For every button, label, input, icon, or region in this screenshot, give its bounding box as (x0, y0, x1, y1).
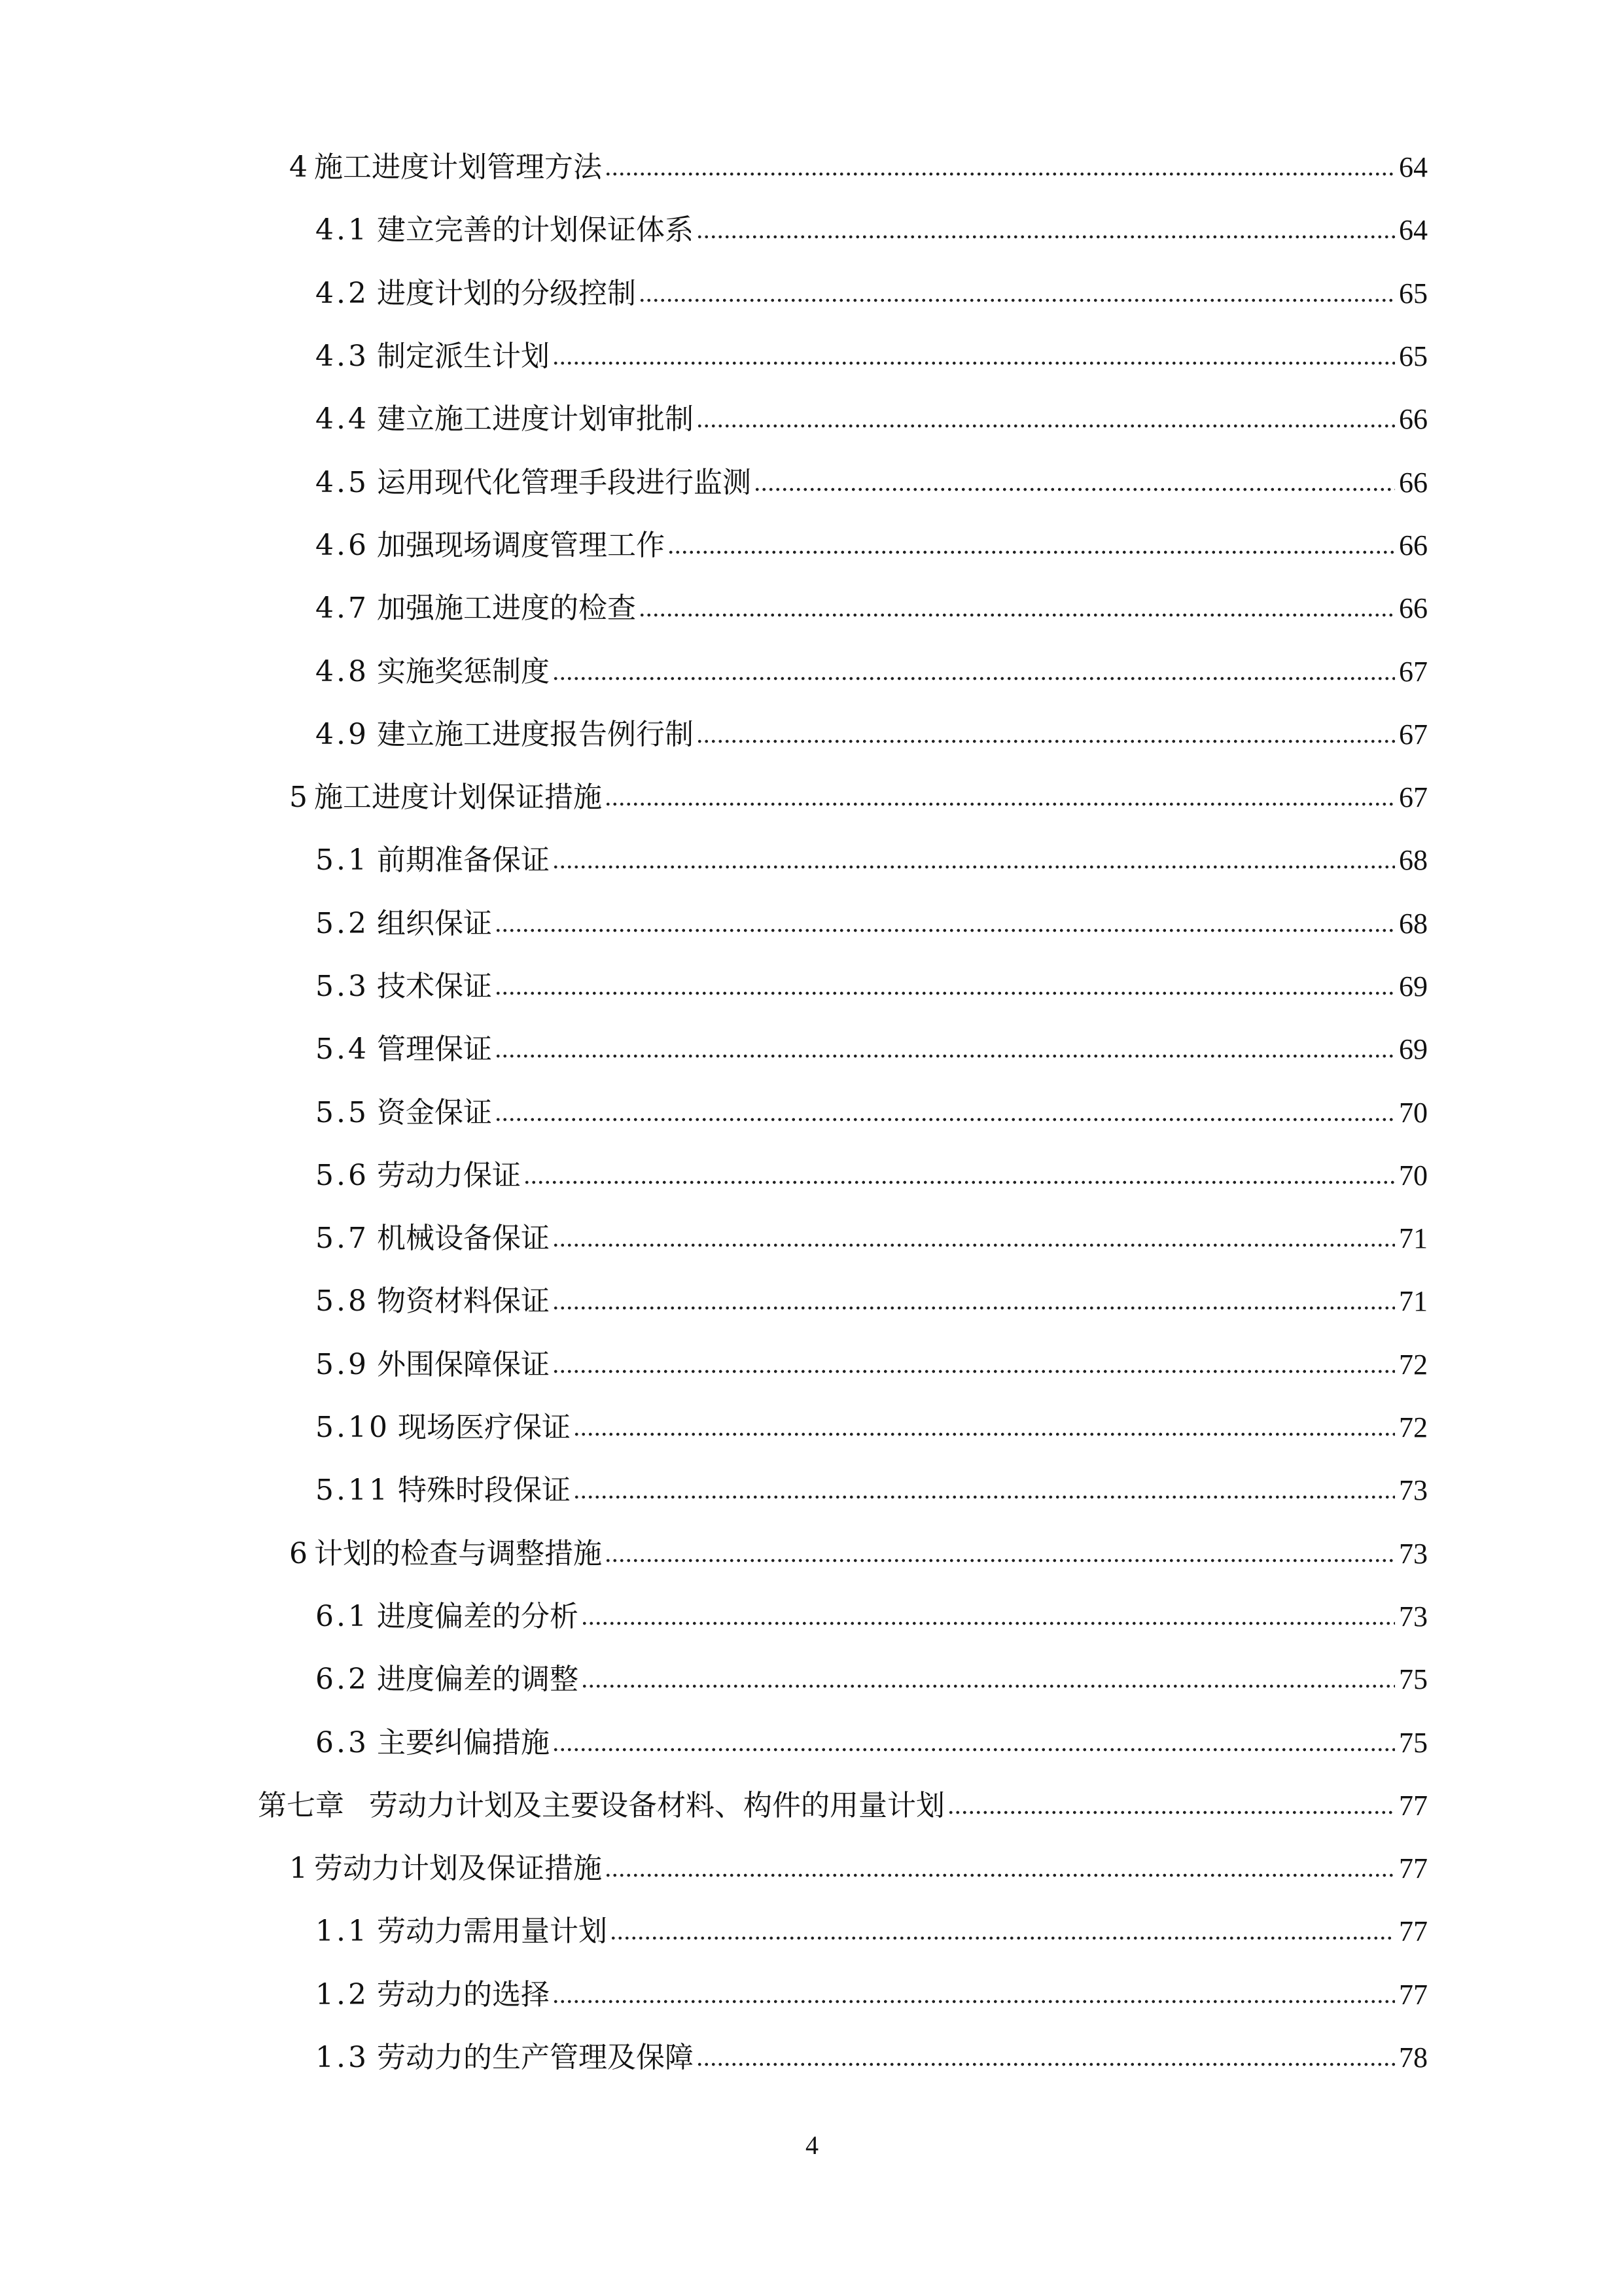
toc-entry-page-number: 73 (1399, 1474, 1428, 1507)
toc-entry-title: 劳动力的选择 (376, 1977, 550, 2011)
toc-entry[interactable] (0, 1837, 1624, 1900)
dot-leader (667, 549, 1395, 556)
toc-entry[interactable] (0, 514, 1624, 577)
toc-entry-page-number: 67 (1399, 718, 1428, 751)
dot-leader (696, 738, 1395, 745)
toc-entry[interactable] (0, 199, 1624, 262)
toc-entry-page-number: 64 (1399, 214, 1428, 247)
toc-entry-number: 4.4 (315, 402, 369, 436)
toc-entry-number: 5.5 (315, 1095, 369, 1129)
toc-entry-page-number: 77 (1399, 1978, 1428, 2011)
toc-entry[interactable] (0, 451, 1624, 514)
toc-entry-page-number: 73 (1399, 1600, 1428, 1633)
toc-entry[interactable] (0, 1270, 1624, 1333)
toc-entry-number: 4.8 (315, 654, 369, 688)
toc-entry-title: 建立施工进度报告例行制 (376, 717, 694, 751)
toc-entry-number: 5.9 (315, 1347, 369, 1381)
toc-entry-page-number: 66 (1399, 403, 1428, 436)
toc-entry[interactable] (0, 1900, 1624, 1963)
toc-entry-title: 主要纠偏措施 (376, 1725, 550, 1759)
dot-leader (552, 864, 1395, 870)
dot-leader (552, 1998, 1395, 2005)
toc-entry-title: 制定派生计划 (376, 340, 550, 374)
toc-entry-title: 技术保证 (376, 970, 492, 1003)
toc-entry-page-number: 66 (1399, 592, 1428, 625)
dot-leader (495, 927, 1395, 934)
toc-entry-number: 1.2 (315, 1977, 369, 2011)
toc-entry-number: 4.2 (315, 276, 369, 310)
toc-entry-number: 5.7 (315, 1222, 369, 1256)
toc-entry-number: 1.3 (315, 2041, 369, 2075)
toc-entry[interactable] (0, 766, 1624, 829)
toc-entry[interactable] (0, 1144, 1624, 1207)
toc-entry-page-number: 65 (1399, 277, 1428, 309)
dot-leader (552, 1242, 1395, 1248)
dot-leader (573, 1431, 1395, 1438)
toc-entry-number: 4.5 (315, 465, 369, 499)
dot-leader (605, 171, 1395, 177)
toc-entry-title: 特殊时段保证 (397, 1474, 571, 1508)
toc-entry-title: 组织保证 (376, 906, 492, 940)
dot-leader (495, 990, 1395, 997)
toc-entry-title: 施工进度计划保证措施 (314, 781, 602, 815)
dot-leader (573, 1494, 1395, 1500)
toc-entry[interactable] (0, 1648, 1624, 1711)
dot-leader (552, 360, 1395, 366)
toc-entry-page-number: 66 (1399, 529, 1428, 561)
toc-entry-title: 劳动力计划及主要设备材料、构件的用量计划 (369, 1788, 945, 1822)
toc-entry-page-number: 75 (1399, 1726, 1428, 1759)
toc-entry-page-number: 77 (1399, 1789, 1428, 1822)
toc-entry[interactable] (0, 1018, 1624, 1081)
toc-entry-page-number: 70 (1399, 1096, 1428, 1129)
toc-entry[interactable] (0, 703, 1624, 766)
dot-leader (552, 1746, 1395, 1753)
toc-entry[interactable] (0, 955, 1624, 1018)
dot-leader (552, 1305, 1395, 1311)
toc-entry[interactable] (0, 1711, 1624, 1774)
toc-entry[interactable] (0, 577, 1624, 640)
dot-leader (754, 486, 1395, 493)
toc-entry[interactable] (0, 2026, 1624, 2089)
toc-entry-number: 6.2 (315, 1663, 369, 1697)
toc-entry-title: 劳动力需用量计划 (376, 1915, 607, 1949)
dot-leader (605, 801, 1395, 807)
toc-entry-title: 施工进度计划管理方法 (314, 150, 602, 185)
toc-entry-number: 4.3 (315, 340, 369, 374)
toc-entry-title: 实施奖惩制度 (376, 654, 550, 688)
toc-entry-page-number: 67 (1399, 781, 1428, 814)
toc-entry[interactable] (0, 388, 1624, 451)
toc-entry-title: 劳动力的生产管理及保障 (376, 2041, 694, 2075)
toc-entry-page-number: 69 (1399, 970, 1428, 1002)
toc-entry-title: 劳动力计划及保证措施 (314, 1852, 602, 1886)
toc-entry-number: 6 (289, 1536, 308, 1570)
toc-entry-page-number: 68 (1399, 907, 1428, 940)
toc-entry-title: 运用现代化管理手段进行监测 (376, 465, 751, 499)
toc-entry[interactable] (0, 1459, 1624, 1522)
toc-entry-title: 物资材料保证 (376, 1284, 550, 1318)
toc-entry-number: 4.6 (315, 528, 369, 562)
dot-leader (552, 675, 1395, 682)
toc-entry-title: 现场医疗保证 (397, 1411, 571, 1445)
toc-entry[interactable] (0, 1585, 1624, 1648)
dot-leader (639, 297, 1395, 304)
toc-entry[interactable] (0, 1207, 1624, 1270)
dot-leader (610, 1935, 1395, 1941)
toc-entry[interactable] (0, 1964, 1624, 2026)
toc-entry[interactable] (0, 1081, 1624, 1144)
dot-leader (581, 1683, 1395, 1689)
toc-entry-page-number: 73 (1399, 1537, 1428, 1570)
toc-entry-number: 6.3 (315, 1725, 369, 1759)
toc-entry[interactable] (0, 829, 1624, 892)
toc-entry[interactable] (0, 640, 1624, 703)
toc-entry-number: 4.7 (315, 592, 369, 626)
dot-leader (605, 1557, 1395, 1564)
toc-entry-number: 1.1 (315, 1915, 369, 1949)
dot-leader (696, 423, 1395, 429)
toc-entry-page-number: 75 (1399, 1663, 1428, 1696)
toc-entry[interactable] (0, 1396, 1624, 1459)
toc-entry-title: 建立完善的计划保证体系 (376, 213, 694, 247)
dot-leader (696, 2061, 1395, 2068)
dot-leader (495, 1053, 1395, 1059)
toc-entry-page-number: 66 (1399, 466, 1428, 499)
toc-entry-page-number: 70 (1399, 1159, 1428, 1192)
dot-leader (495, 1116, 1395, 1123)
toc-entry[interactable] (0, 1775, 1624, 1837)
toc-entry[interactable] (0, 136, 1624, 199)
toc-entry-number: 4.9 (315, 717, 369, 751)
toc-entry-title: 管理保证 (376, 1033, 492, 1067)
toc-entry-number: 第七章 (258, 1788, 344, 1822)
dot-leader (581, 1620, 1395, 1627)
toc-entry-title: 进度计划的分级控制 (376, 276, 636, 310)
toc-entry-number: 5.4 (315, 1033, 369, 1067)
toc-entry-title: 机械设备保证 (376, 1222, 550, 1256)
toc-entry-page-number: 67 (1399, 655, 1428, 688)
toc-entry-page-number: 71 (1399, 1222, 1428, 1255)
dot-leader (552, 1368, 1395, 1375)
toc-entry-title: 加强施工进度的检查 (376, 592, 636, 626)
toc-entry-number: 5.11 (315, 1474, 390, 1508)
page-number: 4 (805, 2130, 819, 2160)
toc-entry-page-number: 71 (1399, 1285, 1428, 1318)
toc-entry-title: 进度偏差的调整 (376, 1663, 578, 1697)
toc-entry-title: 资金保证 (376, 1095, 492, 1129)
toc-entry-number: 4.1 (315, 213, 369, 247)
toc-entry-page-number: 68 (1399, 844, 1428, 877)
toc-entry-page-number: 69 (1399, 1033, 1428, 1066)
toc-entry-title: 前期准备保证 (376, 843, 550, 877)
toc-entry-title: 建立施工进度计划审批制 (376, 402, 694, 436)
toc-entry[interactable] (0, 325, 1624, 388)
toc-entry-page-number: 64 (1399, 151, 1428, 184)
table-of-contents (0, 136, 1624, 2089)
toc-entry-number: 5.2 (315, 906, 369, 940)
toc-entry[interactable] (0, 262, 1624, 325)
toc-entry-page-number: 72 (1399, 1348, 1428, 1381)
toc-entry-number: 5.10 (315, 1411, 390, 1445)
toc-entry-number: 5.6 (315, 1158, 369, 1192)
toc-entry-title: 计划的检查与调整措施 (314, 1536, 602, 1570)
toc-entry-page-number: 77 (1399, 1852, 1428, 1885)
toc-entry-number: 1 (289, 1852, 308, 1886)
dot-leader (696, 234, 1395, 240)
toc-entry[interactable] (0, 1523, 1624, 1585)
toc-entry-title: 进度偏差的分析 (376, 1599, 578, 1633)
toc-entry-number: 6.1 (315, 1599, 369, 1633)
toc-entry[interactable] (0, 892, 1624, 955)
toc-entry-title: 加强现场调度管理工作 (376, 528, 665, 562)
dot-leader (639, 612, 1395, 618)
toc-entry-page-number: 78 (1399, 2041, 1428, 2074)
toc-entry-number: 5 (289, 781, 308, 815)
toc-entry-number: 4 (289, 150, 308, 185)
dot-leader (523, 1179, 1395, 1186)
toc-entry-number: 5.8 (315, 1284, 369, 1318)
dot-leader (605, 1872, 1395, 1879)
toc-entry-page-number: 65 (1399, 340, 1428, 373)
toc-entry-title: 劳动力保证 (376, 1158, 521, 1192)
toc-entry-page-number: 77 (1399, 1915, 1428, 1948)
toc-entry-number: 5.3 (315, 970, 369, 1003)
toc-entry-title: 外围保障保证 (376, 1347, 550, 1381)
dot-leader (947, 1809, 1395, 1816)
toc-entry[interactable] (0, 1333, 1624, 1396)
toc-entry-page-number: 72 (1399, 1411, 1428, 1444)
toc-entry-number: 5.1 (315, 843, 369, 877)
